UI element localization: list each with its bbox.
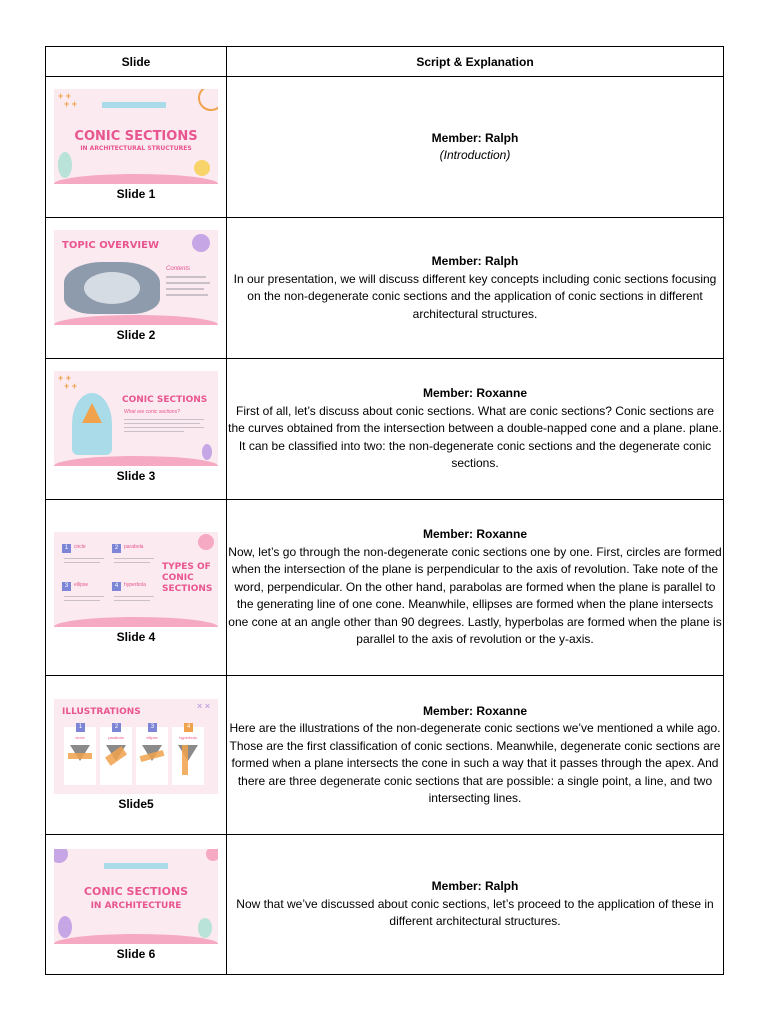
slide-thumbnail[interactable]: [54, 230, 218, 325]
member-name: Member: Ralph: [431, 879, 519, 894]
slide-title: CONIC SECTIONS: [122, 395, 208, 405]
slide-subtitle: IN ARCHITECTURAL STRUCTURES: [80, 145, 192, 152]
table-row: [46, 77, 724, 218]
slide-cell: [46, 77, 227, 218]
header-row: [46, 47, 724, 77]
script-cell: [227, 218, 724, 359]
slide-cell: [46, 359, 227, 500]
slide-label: Slide 4: [116, 629, 156, 644]
slide-subtitle: IN ARCHITECTURE: [90, 900, 182, 911]
member-name: Member: Roxanne: [422, 527, 528, 542]
table-row: [46, 359, 724, 500]
table-row: [46, 218, 724, 359]
table-row: [46, 835, 724, 975]
member-name: Member: Roxanne: [422, 386, 528, 401]
script-cell: [227, 77, 724, 218]
slide-cell: [46, 835, 227, 975]
slide-label: Slide 6: [116, 946, 156, 961]
contents-label: Contents: [166, 266, 191, 272]
table-row: [46, 500, 724, 676]
script-cell: [227, 835, 724, 975]
script-text: Here are the illustrations of the non-degenerate conic sections we’ve mentioned a while ago. Those are the first classification of conic sections. Meanwhile, degenerate conic sections are formed when a plane intersects the cone in such a way that it passes through the apex. And there are three degenerate conic sections that are possible: a single point, a line, and two intersecting lines.: [229, 721, 721, 805]
member-name: Member: Roxanne: [422, 703, 528, 718]
script-text: In our presentation, we will discuss different key concepts including conic sections focusing on the non-degenerate conic sections and the application of conic sections in different architectural structures.: [233, 271, 717, 321]
member-name: Member: Ralph: [431, 130, 519, 145]
slide-label: Slide 1: [116, 187, 156, 201]
header-slide: Slide: [46, 47, 227, 77]
slide-label: Slide 3: [116, 469, 156, 483]
slide-label: Slide 2: [116, 328, 156, 342]
table-row: [46, 676, 724, 835]
slide-thumbnail[interactable]: + + + + CONIC SECTIONS IN ARCHITECTURAL STRUCTURES: [54, 89, 218, 184]
slide-subtitle: What are conic sections?: [124, 409, 180, 415]
slide-title: TYPES OF CONIC SECTIONS: [162, 561, 213, 594]
script-text: Now that we’ve discussed about conic sections, let’s proceed to the application of these in different architectural structures.: [236, 896, 714, 929]
script-cell: [227, 359, 724, 500]
slide-title: ILLUSTRATIONS: [62, 707, 141, 717]
slide-cell: [46, 500, 227, 676]
script-table: [45, 46, 724, 975]
script-cell: [227, 676, 724, 835]
slide-cell: [46, 676, 227, 835]
slide-thumbnail[interactable]: 1 circle 2 parabola 3 ellipse 4 hyperbola TYPES OF CONIC SECTIONS: [54, 532, 218, 627]
script-text: (Introduction): [439, 148, 511, 162]
slide-thumbnail[interactable]: ILLUSTRATIONS × × 1 2 3 4 circle parabola ellipse hyperbola: [54, 699, 218, 794]
slide-thumbnail[interactable]: [54, 849, 218, 944]
script-cell: [227, 500, 724, 676]
slide-title: CONIC SECTIONS: [74, 129, 198, 144]
slide-label: Slide5: [118, 797, 154, 811]
slide-title: CONIC SECTIONS: [83, 884, 189, 898]
script-text: Now, let’s go through the non-degenerate conic sections one by one. First, circles are formed when the intersection of the plane is perpendicular to the axis of revolution. Take note of the word, perpendicular. On the other hand, parabolas are formed when the plane is parallel to the generating line of one cone. Meanwhile, ellipses are formed when the plane intersects one cone at an angle other than 90 degrees. Lastly, hyperbolas are formed when the plane is parallel to the axis of revolution or the y-axis.: [228, 544, 722, 647]
slide-title: TOPIC OVERVIEW: [62, 240, 160, 251]
script-text: First of all, let’s discuss about conic sections. What are conic sections? Conic sections are the curves obtained from the intersection between a double-napped cone and a plane. plane. It can be classified into two: the non-degenerate conic sections and the degenerate conic sections.: [228, 403, 722, 471]
header-script: Script & Explanation: [227, 47, 724, 77]
member-name: Member: Ralph: [431, 254, 519, 268]
slide-thumbnail[interactable]: + + + + CONIC SECTIONS What are conic sections?: [54, 371, 218, 466]
slide-cell: [46, 218, 227, 359]
